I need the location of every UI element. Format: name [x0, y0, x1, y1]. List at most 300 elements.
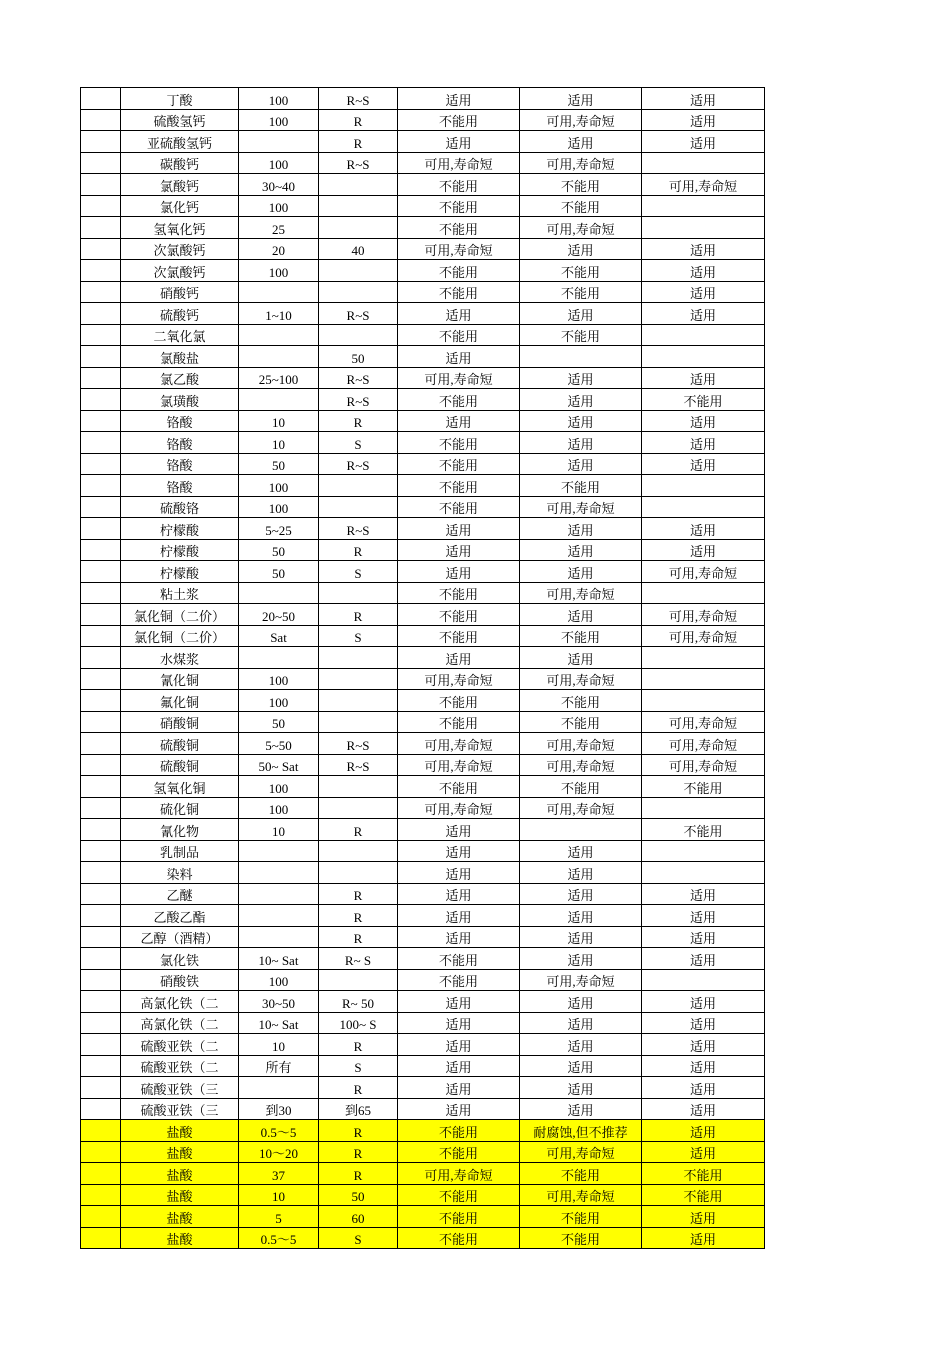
temperature-cell	[319, 797, 398, 819]
material-c-cell: 适用	[642, 539, 765, 561]
temperature-cell: S	[319, 1227, 398, 1249]
table-row	[81, 690, 765, 712]
resistance-table	[80, 87, 765, 1249]
material-c-cell	[642, 668, 765, 690]
material-a-cell: 不能用	[398, 711, 520, 733]
temperature-cell: R	[319, 604, 398, 626]
material-b-cell: 适用	[520, 238, 642, 260]
concentration-cell: 100	[239, 969, 319, 991]
material-a-cell: 不能用	[398, 432, 520, 454]
medium-cell: 高氯化铁（二	[121, 1012, 239, 1034]
row-index-cell	[81, 561, 121, 583]
material-b-cell: 适用	[520, 561, 642, 583]
material-a-cell: 可用,寿命短	[398, 754, 520, 776]
material-a-cell: 不能用	[398, 281, 520, 303]
row-index-cell	[81, 1098, 121, 1120]
material-a-cell: 不能用	[398, 324, 520, 346]
concentration-cell: 100	[239, 475, 319, 497]
concentration-cell: 10	[239, 432, 319, 454]
temperature-cell: R	[319, 926, 398, 948]
material-a-cell: 不能用	[398, 969, 520, 991]
material-b-cell: 适用	[520, 303, 642, 325]
material-b-cell: 适用	[520, 518, 642, 540]
material-c-cell: 适用	[642, 432, 765, 454]
material-b-cell: 可用,寿命短	[520, 1141, 642, 1163]
material-c-cell: 适用	[642, 410, 765, 432]
material-a-cell: 可用,寿命短	[398, 733, 520, 755]
medium-cell: 丁酸	[121, 88, 239, 110]
material-b-cell: 适用	[520, 88, 642, 110]
material-a-cell: 适用	[398, 1098, 520, 1120]
material-b-cell: 不能用	[520, 281, 642, 303]
concentration-cell: 30~40	[239, 174, 319, 196]
table-row	[81, 840, 765, 862]
medium-cell: 氯化钙	[121, 195, 239, 217]
concentration-cell: 到30	[239, 1098, 319, 1120]
material-b-cell: 不能用	[520, 1163, 642, 1185]
material-a-cell: 不能用	[398, 690, 520, 712]
material-b-cell: 不能用	[520, 1206, 642, 1228]
material-b-cell: 适用	[520, 883, 642, 905]
concentration-cell	[239, 389, 319, 411]
temperature-cell: S	[319, 432, 398, 454]
temperature-cell: R~S	[319, 518, 398, 540]
row-index-cell	[81, 303, 121, 325]
medium-cell: 染料	[121, 862, 239, 884]
material-c-cell	[642, 797, 765, 819]
material-b-cell: 适用	[520, 1034, 642, 1056]
concentration-cell: 100	[239, 195, 319, 217]
row-index-cell	[81, 453, 121, 475]
temperature-cell: 50	[319, 346, 398, 368]
material-c-cell: 适用	[642, 1098, 765, 1120]
table-row	[81, 991, 765, 1013]
row-index-cell	[81, 991, 121, 1013]
material-a-cell: 不能用	[398, 109, 520, 131]
row-index-cell	[81, 1184, 121, 1206]
medium-cell: 柠檬酸	[121, 561, 239, 583]
table-row	[81, 1184, 765, 1206]
medium-cell: 铬酸	[121, 432, 239, 454]
row-index-cell	[81, 389, 121, 411]
material-b-cell: 不能用	[520, 711, 642, 733]
row-index-cell	[81, 238, 121, 260]
concentration-cell: 50	[239, 561, 319, 583]
material-a-cell: 可用,寿命短	[398, 1163, 520, 1185]
material-c-cell	[642, 969, 765, 991]
concentration-cell: 25~100	[239, 367, 319, 389]
temperature-cell: R	[319, 819, 398, 841]
concentration-cell: 所有	[239, 1055, 319, 1077]
row-index-cell	[81, 926, 121, 948]
concentration-cell: Sat	[239, 625, 319, 647]
table-row	[81, 711, 765, 733]
concentration-cell: 10~ Sat	[239, 1012, 319, 1034]
medium-cell: 乙醚	[121, 883, 239, 905]
medium-cell: 铬酸	[121, 410, 239, 432]
medium-cell: 硫酸亚铁（二	[121, 1055, 239, 1077]
table-row	[81, 152, 765, 174]
table-row	[81, 109, 765, 131]
material-c-cell: 适用	[642, 88, 765, 110]
material-a-cell: 不能用	[398, 475, 520, 497]
temperature-cell	[319, 217, 398, 239]
medium-cell: 亚硫酸氢钙	[121, 131, 239, 153]
table-row	[81, 1098, 765, 1120]
table-row	[81, 754, 765, 776]
material-a-cell: 适用	[398, 1077, 520, 1099]
temperature-cell: R	[319, 905, 398, 927]
material-c-cell: 不能用	[642, 1184, 765, 1206]
temperature-cell: R~S	[319, 389, 398, 411]
medium-cell: 盐酸	[121, 1227, 239, 1249]
medium-cell: 氰化铜	[121, 668, 239, 690]
row-index-cell	[81, 1141, 121, 1163]
material-b-cell: 适用	[520, 862, 642, 884]
medium-cell: 氯化铜（二价）	[121, 625, 239, 647]
medium-cell: 水煤浆	[121, 647, 239, 669]
medium-cell: 碳酸钙	[121, 152, 239, 174]
material-a-cell: 不能用	[398, 1206, 520, 1228]
material-c-cell: 适用	[642, 991, 765, 1013]
material-c-cell: 适用	[642, 1206, 765, 1228]
material-a-cell: 适用	[398, 303, 520, 325]
temperature-cell: R~S	[319, 453, 398, 475]
concentration-cell: 5	[239, 1206, 319, 1228]
table-row	[81, 647, 765, 669]
concentration-cell: 20~50	[239, 604, 319, 626]
row-index-cell	[81, 668, 121, 690]
medium-cell: 次氯酸钙	[121, 260, 239, 282]
material-b-cell: 可用,寿命短	[520, 733, 642, 755]
table-row	[81, 733, 765, 755]
temperature-cell: 60	[319, 1206, 398, 1228]
material-c-cell	[642, 840, 765, 862]
medium-cell: 硫酸铜	[121, 733, 239, 755]
material-a-cell: 不能用	[398, 195, 520, 217]
material-b-cell: 适用	[520, 1077, 642, 1099]
concentration-cell	[239, 926, 319, 948]
concentration-cell: 0.5～5	[239, 1227, 319, 1249]
medium-cell: 乙醇（酒精）	[121, 926, 239, 948]
temperature-cell	[319, 281, 398, 303]
concentration-cell: 100	[239, 496, 319, 518]
material-a-cell: 适用	[398, 883, 520, 905]
row-index-cell	[81, 539, 121, 561]
material-b-cell: 可用,寿命短	[520, 797, 642, 819]
concentration-cell: 100	[239, 109, 319, 131]
material-a-cell: 适用	[398, 647, 520, 669]
medium-cell: 硫酸氢钙	[121, 109, 239, 131]
table-row	[81, 883, 765, 905]
medium-cell: 氯酸盐	[121, 346, 239, 368]
row-index-cell	[81, 152, 121, 174]
material-c-cell: 不能用	[642, 776, 765, 798]
material-a-cell: 适用	[398, 410, 520, 432]
material-b-cell: 可用,寿命短	[520, 668, 642, 690]
material-c-cell	[642, 152, 765, 174]
table-row	[81, 905, 765, 927]
material-c-cell: 适用	[642, 1055, 765, 1077]
concentration-cell: 10	[239, 819, 319, 841]
material-c-cell	[642, 217, 765, 239]
row-index-cell	[81, 1227, 121, 1249]
temperature-cell: 100~ S	[319, 1012, 398, 1034]
material-c-cell: 可用,寿命短	[642, 174, 765, 196]
medium-cell: 乙酸乙酯	[121, 905, 239, 927]
material-c-cell: 适用	[642, 367, 765, 389]
material-a-cell: 可用,寿命短	[398, 238, 520, 260]
material-c-cell	[642, 862, 765, 884]
temperature-cell: S	[319, 1055, 398, 1077]
material-a-cell: 适用	[398, 131, 520, 153]
material-c-cell	[642, 690, 765, 712]
temperature-cell	[319, 647, 398, 669]
material-a-cell: 可用,寿命短	[398, 367, 520, 389]
concentration-cell	[239, 346, 319, 368]
row-index-cell	[81, 1120, 121, 1142]
material-c-cell: 适用	[642, 926, 765, 948]
row-index-cell	[81, 1163, 121, 1185]
material-a-cell: 不能用	[398, 217, 520, 239]
row-index-cell	[81, 174, 121, 196]
temperature-cell: 50	[319, 1184, 398, 1206]
temperature-cell: R	[319, 131, 398, 153]
temperature-cell	[319, 496, 398, 518]
material-a-cell: 不能用	[398, 604, 520, 626]
material-a-cell: 不能用	[398, 174, 520, 196]
temperature-cell: R	[319, 410, 398, 432]
concentration-cell: 100	[239, 88, 319, 110]
row-index-cell	[81, 88, 121, 110]
table-row	[81, 88, 765, 110]
concentration-cell: 50	[239, 453, 319, 475]
table-row	[81, 496, 765, 518]
material-c-cell: 适用	[642, 303, 765, 325]
temperature-cell: R~ S	[319, 948, 398, 970]
material-a-cell: 不能用	[398, 453, 520, 475]
material-b-cell: 可用,寿命短	[520, 969, 642, 991]
medium-cell: 氢氧化钙	[121, 217, 239, 239]
material-b-cell: 适用	[520, 432, 642, 454]
medium-cell: 乳制品	[121, 840, 239, 862]
temperature-cell: R	[319, 1163, 398, 1185]
concentration-cell: 0.5～5	[239, 1120, 319, 1142]
material-c-cell: 适用	[642, 1141, 765, 1163]
temperature-cell: R~S	[319, 733, 398, 755]
table-row	[81, 1120, 765, 1142]
medium-cell: 盐酸	[121, 1141, 239, 1163]
material-b-cell: 适用	[520, 1012, 642, 1034]
material-b-cell: 可用,寿命短	[520, 109, 642, 131]
table-body	[81, 88, 765, 1249]
temperature-cell: R~S	[319, 152, 398, 174]
medium-cell: 氟化铜	[121, 690, 239, 712]
material-a-cell: 适用	[398, 862, 520, 884]
material-b-cell: 适用	[520, 647, 642, 669]
table-row	[81, 303, 765, 325]
row-index-cell	[81, 109, 121, 131]
medium-cell: 氯化铜（二价）	[121, 604, 239, 626]
temperature-cell	[319, 260, 398, 282]
row-index-cell	[81, 324, 121, 346]
medium-cell: 硝酸钙	[121, 281, 239, 303]
material-a-cell: 适用	[398, 905, 520, 927]
table-row	[81, 475, 765, 497]
material-c-cell	[642, 346, 765, 368]
material-c-cell: 适用	[642, 131, 765, 153]
table-row	[81, 539, 765, 561]
medium-cell: 铬酸	[121, 453, 239, 475]
table-row	[81, 238, 765, 260]
material-b-cell: 不能用	[520, 1227, 642, 1249]
material-b-cell: 适用	[520, 389, 642, 411]
material-b-cell: 耐腐蚀,但不推荐	[520, 1120, 642, 1142]
concentration-cell	[239, 1077, 319, 1099]
table-row	[81, 518, 765, 540]
row-index-cell	[81, 1206, 121, 1228]
material-a-cell: 不能用	[398, 776, 520, 798]
table-row	[81, 1227, 765, 1249]
row-index-cell	[81, 883, 121, 905]
material-b-cell: 适用	[520, 948, 642, 970]
concentration-cell	[239, 840, 319, 862]
material-c-cell: 可用,寿命短	[642, 754, 765, 776]
material-a-cell: 适用	[398, 88, 520, 110]
material-a-cell: 不能用	[398, 1227, 520, 1249]
material-c-cell: 适用	[642, 1120, 765, 1142]
material-b-cell: 不能用	[520, 625, 642, 647]
table-row	[81, 367, 765, 389]
concentration-cell: 5~25	[239, 518, 319, 540]
material-c-cell: 适用	[642, 260, 765, 282]
material-b-cell: 适用	[520, 539, 642, 561]
row-index-cell	[81, 346, 121, 368]
medium-cell: 柠檬酸	[121, 518, 239, 540]
temperature-cell: R	[319, 1077, 398, 1099]
table-row	[81, 260, 765, 282]
concentration-cell	[239, 281, 319, 303]
temperature-cell	[319, 174, 398, 196]
concentration-cell: 25	[239, 217, 319, 239]
material-a-cell: 适用	[398, 819, 520, 841]
table-row	[81, 174, 765, 196]
medium-cell: 柠檬酸	[121, 539, 239, 561]
table-row	[81, 131, 765, 153]
table-row	[81, 819, 765, 841]
material-c-cell	[642, 496, 765, 518]
row-index-cell	[81, 496, 121, 518]
temperature-cell	[319, 862, 398, 884]
material-a-cell: 不能用	[398, 625, 520, 647]
temperature-cell	[319, 690, 398, 712]
material-a-cell: 适用	[398, 539, 520, 561]
temperature-cell	[319, 776, 398, 798]
table-row	[81, 582, 765, 604]
temperature-cell	[319, 668, 398, 690]
table-row	[81, 926, 765, 948]
row-index-cell	[81, 475, 121, 497]
material-b-cell: 不能用	[520, 475, 642, 497]
concentration-cell	[239, 131, 319, 153]
material-b-cell: 适用	[520, 453, 642, 475]
medium-cell: 盐酸	[121, 1120, 239, 1142]
material-c-cell	[642, 647, 765, 669]
row-index-cell	[81, 217, 121, 239]
material-c-cell: 适用	[642, 1034, 765, 1056]
temperature-cell	[319, 324, 398, 346]
material-c-cell: 可用,寿命短	[642, 733, 765, 755]
material-a-cell: 不能用	[398, 948, 520, 970]
temperature-cell: S	[319, 561, 398, 583]
temperature-cell	[319, 711, 398, 733]
row-index-cell	[81, 797, 121, 819]
material-b-cell: 可用,寿命短	[520, 217, 642, 239]
temperature-cell	[319, 475, 398, 497]
material-b-cell: 不能用	[520, 690, 642, 712]
material-c-cell: 适用	[642, 905, 765, 927]
concentration-cell: 100	[239, 690, 319, 712]
material-a-cell: 适用	[398, 1034, 520, 1056]
material-b-cell: 适用	[520, 1098, 642, 1120]
concentration-cell	[239, 883, 319, 905]
row-index-cell	[81, 948, 121, 970]
material-b-cell: 不能用	[520, 195, 642, 217]
row-index-cell	[81, 432, 121, 454]
table-row	[81, 625, 765, 647]
medium-cell: 硫酸亚铁（二	[121, 1034, 239, 1056]
table-row	[81, 195, 765, 217]
row-index-cell	[81, 905, 121, 927]
row-index-cell	[81, 969, 121, 991]
concentration-cell: 20	[239, 238, 319, 260]
material-a-cell: 适用	[398, 1012, 520, 1034]
concentration-cell: 100	[239, 260, 319, 282]
material-b-cell: 不能用	[520, 776, 642, 798]
material-c-cell: 适用	[642, 109, 765, 131]
material-a-cell: 可用,寿命短	[398, 797, 520, 819]
row-index-cell	[81, 1055, 121, 1077]
row-index-cell	[81, 1034, 121, 1056]
concentration-cell: 37	[239, 1163, 319, 1185]
material-a-cell: 不能用	[398, 260, 520, 282]
material-c-cell	[642, 582, 765, 604]
row-index-cell	[81, 625, 121, 647]
medium-cell: 硝酸铜	[121, 711, 239, 733]
material-c-cell: 适用	[642, 1227, 765, 1249]
material-c-cell: 适用	[642, 238, 765, 260]
table-row	[81, 324, 765, 346]
table-row	[81, 389, 765, 411]
medium-cell: 粘土浆	[121, 582, 239, 604]
table-row	[81, 776, 765, 798]
concentration-cell	[239, 647, 319, 669]
concentration-cell: 50	[239, 711, 319, 733]
row-index-cell	[81, 195, 121, 217]
row-index-cell	[81, 690, 121, 712]
medium-cell: 氯乙酸	[121, 367, 239, 389]
material-a-cell: 适用	[398, 346, 520, 368]
material-a-cell: 适用	[398, 1055, 520, 1077]
table-row	[81, 410, 765, 432]
table-row	[81, 668, 765, 690]
material-b-cell: 适用	[520, 905, 642, 927]
table-row	[81, 1077, 765, 1099]
temperature-cell: R	[319, 883, 398, 905]
medium-cell: 盐酸	[121, 1206, 239, 1228]
row-index-cell	[81, 367, 121, 389]
medium-cell: 氯酸钙	[121, 174, 239, 196]
